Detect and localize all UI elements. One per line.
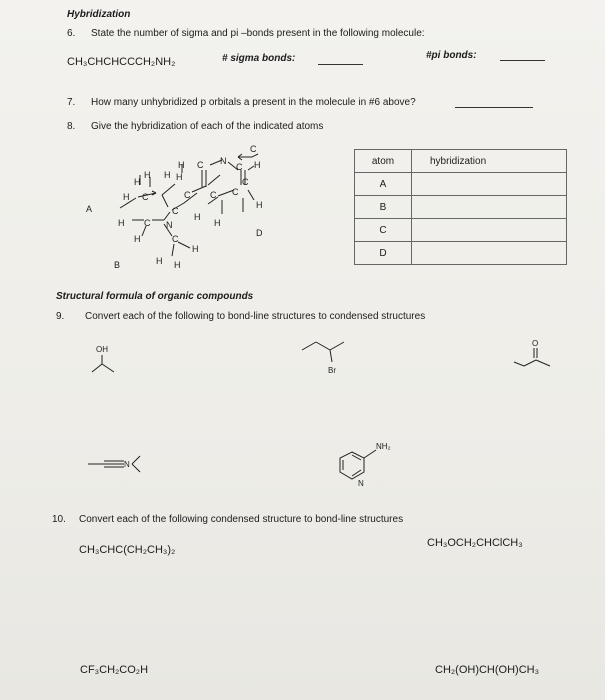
q6-molecule: CH₃CHCHCCCH₂NH₂ <box>67 56 176 68</box>
q7-text: How many unhybridized p orbitals a present in the molecule in #6 above? <box>91 97 416 108</box>
q6-sigma-label: # sigma bonds: <box>222 53 296 64</box>
table-row <box>355 173 567 196</box>
label-h: H <box>156 256 163 266</box>
label-h: H <box>254 160 261 170</box>
q6-sigma-blank[interactable] <box>318 64 363 65</box>
label-atom-C-top: C <box>250 144 257 154</box>
table-cell-atom: D <box>355 242 412 265</box>
q9-structure-nitrile <box>84 448 164 478</box>
label-h: H <box>178 160 185 170</box>
table-header-atom: atom <box>355 150 412 173</box>
label-h: H <box>118 218 125 228</box>
label-c: C <box>197 160 204 170</box>
o-label: O <box>532 339 539 348</box>
label-h: H <box>134 177 141 187</box>
q6-text: State the number of sigma and pi –bonds present in the following molecule: <box>91 28 425 39</box>
br-label: Br <box>328 366 336 375</box>
label-h: H <box>176 172 183 182</box>
oh-label: OH <box>96 345 108 354</box>
q10-item-2: CH₃OCH₂CHClCH₃ <box>427 537 523 549</box>
label-atom-B: B <box>114 260 121 270</box>
q9-structure-ketone <box>510 336 560 371</box>
q9-number: 9. <box>56 311 65 322</box>
q10-item-4: CH₂(OH)CH(OH)CH₃ <box>435 664 540 676</box>
nh2-label: NH₂ <box>376 442 391 451</box>
q9-structure-aminopyridine <box>330 438 410 493</box>
q8-number: 8. <box>67 121 76 132</box>
label-c: C <box>172 206 179 216</box>
label-h: H <box>123 192 130 202</box>
q6-number: 6. <box>67 28 76 39</box>
label-c: C <box>144 218 151 228</box>
label-h: H <box>194 212 201 222</box>
table-cell-answer[interactable] <box>412 196 567 219</box>
label-h: H <box>192 244 199 254</box>
table-cell-answer[interactable] <box>412 219 567 242</box>
q8-structure-diagram <box>80 140 280 275</box>
q8-text: Give the hybridization of each of the indicated atoms <box>91 121 324 132</box>
q10-number: 10. <box>52 514 66 525</box>
label-atom-D: D <box>256 228 263 238</box>
table-cell-atom: B <box>355 196 412 219</box>
label-h: H <box>256 200 263 210</box>
n-nitrile-label: N <box>124 460 130 469</box>
q9-structure-alcohol <box>80 340 130 380</box>
q6-pi-blank[interactable] <box>500 60 545 61</box>
label-c: C <box>142 192 149 202</box>
q10-item-3: CF₃CH₂CO₂H <box>80 664 149 676</box>
q9-text: Convert each of the following to bond-line structures to condensed structures <box>85 311 426 322</box>
label-h: H <box>134 234 141 244</box>
table-header-hybridization: hybridization <box>412 150 567 173</box>
q10-text: Convert each of the following condensed structure to bond-line structures <box>79 514 404 525</box>
hybridization-table <box>354 149 567 265</box>
table-row <box>355 219 567 242</box>
label-atom-A: A <box>86 204 93 214</box>
label-c: C <box>232 187 239 197</box>
table-row <box>355 196 567 219</box>
label-c: C <box>210 190 217 200</box>
label-c: C <box>242 177 249 187</box>
q6-pi-label: #pi bonds: <box>426 50 477 61</box>
q7-number: 7. <box>67 97 76 108</box>
table-cell-answer[interactable] <box>412 242 567 265</box>
table-cell-answer[interactable] <box>412 173 567 196</box>
table-row <box>355 242 567 265</box>
label-c: C <box>172 234 179 244</box>
q7-answer-blank[interactable] <box>455 107 533 108</box>
label-h: H <box>174 260 181 270</box>
table-cell-atom: C <box>355 219 412 242</box>
label-n: N <box>166 220 173 230</box>
q10-item-1: CH₃CHC(CH₂CH₃)₂ <box>79 544 176 556</box>
label-c: C <box>184 190 191 200</box>
section-title-structural-formula: Structural formula of organic compounds <box>56 291 254 302</box>
label-n: N <box>220 156 227 166</box>
table-cell-atom: A <box>355 173 412 196</box>
label-h: H <box>164 170 171 180</box>
n-ring-label: N <box>358 479 364 488</box>
section-title-hybridization: Hybridization <box>67 9 131 20</box>
label-h: H <box>144 170 151 180</box>
table-header-row <box>355 150 567 173</box>
label-c: C <box>236 162 243 172</box>
q9-structure-bromide <box>296 336 356 381</box>
label-h: H <box>214 218 221 228</box>
